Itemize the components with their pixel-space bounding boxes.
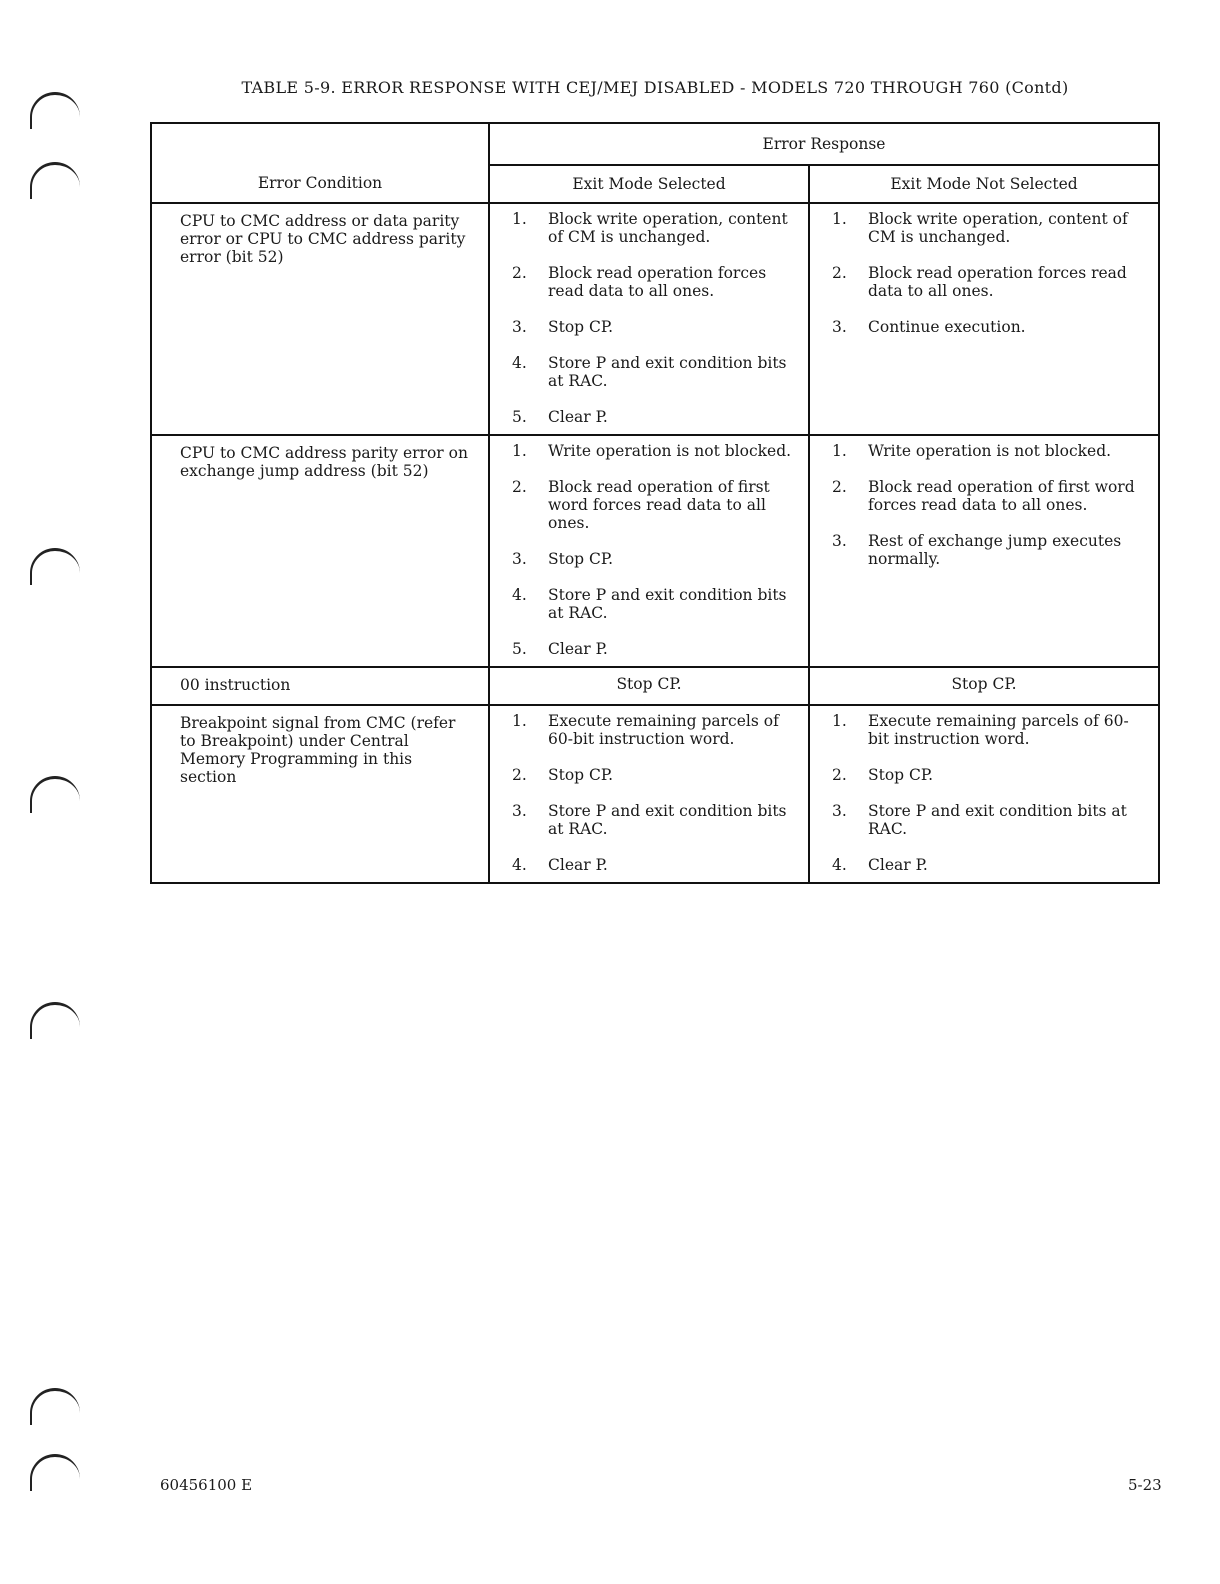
list-item bbox=[512, 210, 798, 246]
step-number: 4. bbox=[512, 856, 527, 874]
binder-hole-mark bbox=[30, 776, 80, 813]
step-list bbox=[512, 712, 798, 874]
list-item bbox=[832, 766, 1148, 784]
step-text: Clear P. bbox=[868, 856, 928, 874]
exit-not-selected-cell bbox=[809, 705, 1159, 883]
list-item bbox=[832, 802, 1148, 838]
step-text: Stop CP. bbox=[868, 766, 934, 784]
list-item bbox=[512, 264, 798, 300]
step-number: 2. bbox=[512, 478, 527, 496]
error-response-header: Error Response bbox=[489, 123, 1159, 165]
step-number: 1. bbox=[512, 442, 527, 460]
step-list bbox=[512, 442, 798, 658]
exit-selected-cell bbox=[489, 435, 809, 667]
error-response-table bbox=[150, 122, 1160, 884]
step-text: Stop CP. bbox=[548, 766, 614, 784]
list-item bbox=[512, 354, 798, 390]
list-item bbox=[832, 856, 1148, 874]
table-title: TABLE 5-9. ERROR RESPONSE WITH CEJ/MEJ DISABLED - MODELS 720 THROUGH 760 (Contd) bbox=[241, 78, 1069, 97]
step-number: 2. bbox=[832, 478, 847, 496]
list-item bbox=[832, 318, 1148, 336]
exit-mode-selected-header: Exit Mode Selected bbox=[489, 165, 809, 203]
step-text: Stop CP. bbox=[548, 318, 614, 336]
step-number: 3. bbox=[832, 532, 847, 550]
step-text: Rest of exchange jump executes normally. bbox=[868, 532, 1122, 568]
exit-selected-cell: Stop CP. bbox=[489, 667, 809, 705]
page-number: 5-23 bbox=[1128, 1476, 1162, 1494]
error-condition-header: Error Condition bbox=[151, 123, 489, 203]
list-item bbox=[512, 442, 798, 460]
list-item bbox=[512, 802, 798, 838]
step-number: 2. bbox=[832, 264, 847, 282]
step-number: 2. bbox=[832, 766, 847, 784]
step-text: Clear P. bbox=[548, 856, 608, 874]
step-text: Block read operation forces read data to all ones. bbox=[548, 264, 767, 300]
step-text: Execute remaining parcels of 60-bit instruction word. bbox=[868, 712, 1129, 748]
error-condition-cell: CPU to CMC address or data parity error or CPU to CMC address parity error (bit 52) bbox=[151, 203, 489, 435]
list-item bbox=[832, 442, 1148, 460]
step-text: Execute remaining parcels of 60-bit instruction word. bbox=[548, 712, 779, 748]
list-item bbox=[832, 712, 1148, 748]
step-number: 1. bbox=[512, 210, 527, 228]
list-item bbox=[832, 210, 1148, 246]
step-number: 4. bbox=[832, 856, 847, 874]
step-list bbox=[832, 712, 1148, 874]
list-item bbox=[512, 856, 798, 874]
step-text: Write operation is not blocked. bbox=[548, 442, 792, 460]
error-condition-cell: Breakpoint signal from CMC (refer to Breakpoint) under Central Memory Programming in this section bbox=[151, 705, 489, 883]
list-item bbox=[832, 264, 1148, 300]
step-text: Block read operation forces read data to all ones. bbox=[868, 264, 1127, 300]
step-number: 4. bbox=[512, 586, 527, 604]
list-item bbox=[832, 532, 1148, 568]
list-item bbox=[512, 586, 798, 622]
exit-selected-cell bbox=[489, 705, 809, 883]
step-number: 3. bbox=[832, 802, 847, 820]
binder-hole-mark bbox=[30, 1002, 80, 1039]
table-row bbox=[151, 435, 1159, 667]
exit-selected-cell bbox=[489, 203, 809, 435]
list-item bbox=[512, 766, 798, 784]
list-item bbox=[512, 712, 798, 748]
step-number: 3. bbox=[512, 802, 527, 820]
step-text: Stop CP. bbox=[548, 550, 614, 568]
table-row bbox=[151, 203, 1159, 435]
step-list bbox=[832, 210, 1148, 336]
list-item bbox=[832, 478, 1148, 514]
step-number: 3. bbox=[832, 318, 847, 336]
exit-not-selected-cell bbox=[809, 435, 1159, 667]
binder-hole-mark bbox=[30, 548, 80, 585]
step-text: Store P and exit condition bits at RAC. bbox=[548, 354, 787, 390]
list-item bbox=[512, 550, 798, 568]
step-number: 1. bbox=[832, 712, 847, 730]
step-number: 4. bbox=[512, 354, 527, 372]
step-text: Store P and exit condition bits at RAC. bbox=[868, 802, 1127, 838]
table-row bbox=[151, 667, 1159, 705]
step-text: Clear P. bbox=[548, 640, 608, 658]
step-text: Write operation is not blocked. bbox=[868, 442, 1112, 460]
list-item bbox=[512, 478, 798, 532]
step-text: Continue execution. bbox=[868, 318, 1026, 336]
step-number: 2. bbox=[512, 766, 527, 784]
error-condition-cell: 00 instruction bbox=[151, 667, 489, 705]
step-text: Clear P. bbox=[548, 408, 608, 426]
step-number: 5. bbox=[512, 640, 527, 658]
step-number: 3. bbox=[512, 318, 527, 336]
step-list bbox=[832, 442, 1148, 568]
step-text: Block write operation, content of CM is unchanged. bbox=[548, 210, 788, 246]
step-text: Store P and exit condition bits at RAC. bbox=[548, 802, 787, 838]
list-item bbox=[512, 408, 798, 426]
step-number: 5. bbox=[512, 408, 527, 426]
step-number: 2. bbox=[512, 264, 527, 282]
binder-hole-mark bbox=[30, 92, 80, 129]
list-item bbox=[512, 640, 798, 658]
step-list bbox=[512, 210, 798, 426]
binder-hole-mark bbox=[30, 1388, 80, 1425]
step-text: Block read operation of first word forces read data to all ones. bbox=[548, 478, 770, 532]
step-text: Store P and exit condition bits at RAC. bbox=[548, 586, 787, 622]
list-item bbox=[512, 318, 798, 336]
step-number: 3. bbox=[512, 550, 527, 568]
step-number: 1. bbox=[832, 210, 847, 228]
document-number: 60456100 E bbox=[160, 1476, 253, 1494]
error-condition-cell: CPU to CMC address parity error on exchange jump address (bit 52) bbox=[151, 435, 489, 667]
step-text: Block read operation of first word forces read data to all ones. bbox=[868, 478, 1135, 514]
exit-not-selected-cell: Stop CP. bbox=[809, 667, 1159, 705]
table-row bbox=[151, 705, 1159, 883]
exit-mode-not-selected-header: Exit Mode Not Selected bbox=[809, 165, 1159, 203]
step-text: Block write operation, content of CM is unchanged. bbox=[868, 210, 1128, 246]
exit-not-selected-cell bbox=[809, 203, 1159, 435]
step-number: 1. bbox=[832, 442, 847, 460]
step-number: 1. bbox=[512, 712, 527, 730]
binder-hole-mark bbox=[30, 162, 80, 199]
binder-hole-mark bbox=[30, 1454, 80, 1491]
